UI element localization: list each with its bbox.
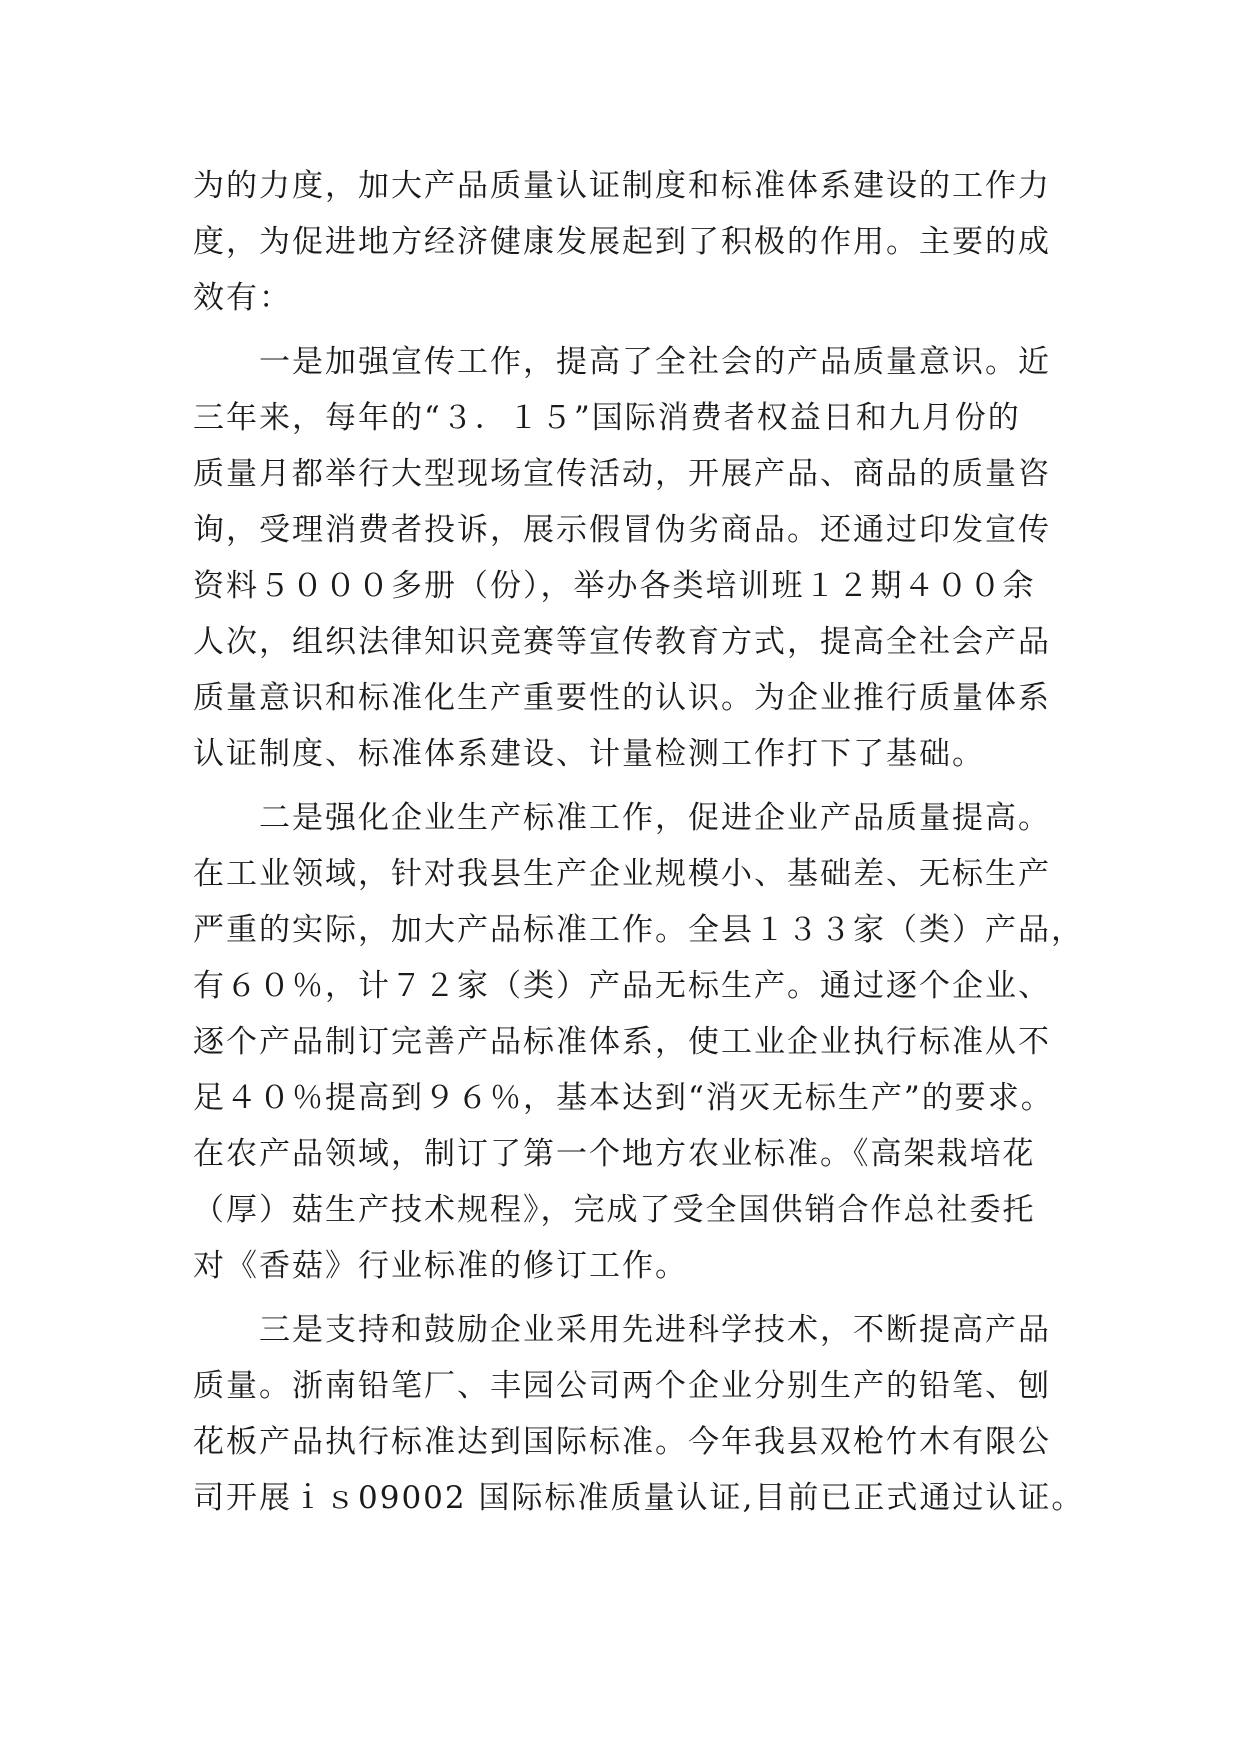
document-body [193, 158, 1085, 1526]
text-line: 资料５０００多册（份），举办各类培训班１２期４００余 [193, 568, 1036, 604]
paragraph-publicity [193, 334, 1053, 782]
paragraph-gap [193, 326, 1053, 334]
paragraph-gap [193, 1294, 1053, 1302]
text-line: 二是强化企业生产标准工作，促进企业产品质量提高。 [193, 800, 1051, 836]
text-line: 足４０％提高到９６％，基本达到“消灭无标生产”的要求。 [193, 1080, 1054, 1116]
text-line: 质量月都举行大型现场宣传活动，开展产品、商品的质量咨 [193, 456, 1051, 492]
text-line: 询，受理消费者投诉，展示假冒伪劣商品。还通过印发宣传 [193, 512, 1051, 548]
text-line: 对《香菇》行业标准的修订工作。 [193, 1248, 688, 1284]
text-line: 司开展ｉｓ09002 国际标准质量认证,目前已正式通过认证。 [193, 1480, 1085, 1516]
paragraph-standards [193, 790, 1084, 1294]
paragraph-intro [193, 158, 1053, 326]
text-line: 有６０％，计７２家（类）产品无标生产。通过逐个企业、 [193, 968, 1051, 1004]
paragraph-technology [193, 1302, 1085, 1526]
text-line: 三年来，每年的“３．１５”国际消费者权益日和九月份的 [193, 400, 1021, 436]
text-line: 一是加强宣传工作，提高了全社会的产品质量意识。近 [193, 344, 1051, 380]
text-line: 为的力度，加大产品质量认证制度和标准体系建设的工作力 [193, 168, 1051, 204]
text-line: 认证制度、标准体系建设、计量检测工作打下了基础。 [193, 736, 985, 772]
text-line: 严重的实际，加大产品标准工作。全县１３３家（类）产品， [193, 912, 1084, 948]
paragraph-gap [193, 782, 1053, 790]
text-line: 三是支持和鼓励企业采用先进科学技术，不断提高产品 [193, 1312, 1051, 1348]
text-line: 在农产品领域，制订了第一个地方农业标准。《高架栽培花 [193, 1136, 1036, 1172]
text-line: 效有： [193, 280, 292, 316]
text-line: 花板产品执行标准达到国际标准。今年我县双枪竹木有限公 [193, 1424, 1051, 1460]
text-line: 度，为促进地方经济健康发展起到了积极的作用。主要的成 [193, 224, 1051, 260]
text-line: 在工业领域，针对我县生产企业规模小、基础差、无标生产 [193, 856, 1051, 892]
text-line: 逐个产品制订完善产品标准体系，使工业企业执行标准从不 [193, 1024, 1051, 1060]
text-line: 质量意识和标准化生产重要性的认识。为企业推行质量体系 [193, 680, 1051, 716]
text-line: 质量。浙南铅笔厂、丰园公司两个企业分别生产的铅笔、刨 [193, 1368, 1051, 1404]
text-line: （厚）菇生产技术规程》，完成了受全国供销合作总社委托 [193, 1192, 1036, 1228]
text-line: 人次，组织法律知识竞赛等宣传教育方式，提高全社会产品 [193, 624, 1051, 660]
